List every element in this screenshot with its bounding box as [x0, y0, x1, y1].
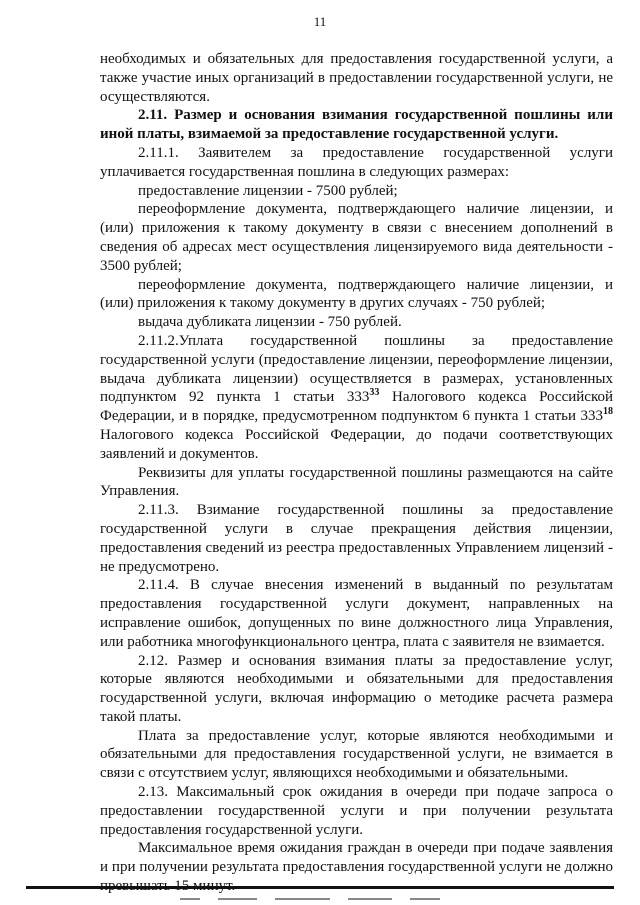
scan-mark [410, 898, 440, 900]
fee-item-reissue-other: переоформление документа, подтверждающего наличие лицензии, и (или) приложения к такому документу в других случаях - 750 рублей; [100, 276, 613, 312]
footer-rule [26, 886, 614, 889]
scan-mark [180, 898, 200, 900]
document-body [100, 50, 613, 896]
paragraph-2-11-2-text-c: Налогового кодекса Российской Федерации, до подачи соответствующих заявлений и документов. [100, 426, 613, 462]
paragraph-2-12: 2.12. Размер и основания взимания платы за предоставление услуг, которые являются необходимыми и обязательными для предоставления государственной услуги, включая информацию о методике расчета размера такой платы. [100, 652, 613, 725]
paragraph-2-11-2-text-a: 2.11.2.Уплата государственной пошлины за предоставление государственной услуги (предоставление лицензии, переоформление лицензии, выдача дубликата лицензии) осуществляется в размерах, установленных подпунктом 92 пункта 1 статьи 333 [100, 332, 613, 406]
fee-item-license-issue: предоставление лицензии - 7500 рублей; [138, 182, 398, 199]
paragraph-requisites: Реквизиты для уплаты государственной пошлины размещаются на сайте Управления. [100, 464, 613, 500]
scan-mark [348, 898, 393, 900]
scan-mark [275, 898, 329, 900]
paragraph-continuation: необходимых и обязательных для предоставления государственной услуги, а также участие иных организаций в предоставлении государственной услуги, не осуществляются. [100, 51, 613, 105]
paragraph-max-wait: Максимальное время ожидания граждан в очереди при подаче заявления и при получении результата предоставления государственной услуги не должно [100, 840, 613, 876]
fee-item-reissue-addresses: переоформление документа, подтверждающего наличие лицензии, и (или) приложения к такому документу в связи с внесением дополнений в сведения об адресах мест осуществления лицензируемого вида деятельности - 3500 рублей; [100, 201, 613, 274]
paragraph-2-11-3: 2.11.3. Взимание государственной пошлины за предоставление государственной услуги в случае прекращения действия лицензии, предоставления сведений из реестра предоставленных Управлением лицензий - не предусмотрено. [100, 502, 613, 575]
superscript-33: 33 [369, 387, 380, 399]
paragraph-fee-not-charged: Плата за предоставление услуг, которые являются необходимыми и обязательными для предоставления государственной услуги, не взимается в связи с отсутствием услуг, являющихся необходимыми и обязательными. [100, 727, 613, 782]
scan-mark [218, 898, 258, 900]
section-heading-2-11: 2.11. Размер и основания взимания государственной пошлины или иной платы, взимаемой за предоставление государственной услуги. [100, 107, 613, 143]
paragraph-2-13: 2.13. Максимальный срок ожидания в очереди при подаче запроса о предоставлении государственной услуги и при получении результата предоставления государственной услуги. [100, 784, 613, 838]
paragraph-2-11-2 [100, 332, 613, 464]
fee-item-duplicate: выдача дубликата лицензии - 750 рублей. [138, 314, 402, 331]
paragraph-2-11-1: 2.11.1. Заявителем за предоставление государственной услуги уплачивается государственная пошлина в следующих размерах: [100, 144, 613, 180]
scan-artifact-strip [180, 898, 440, 902]
paragraph-2-11-4: 2.11.4. В случае внесения изменений в выданный по результатам предоставления государственной услуги документ, направленных на исправление ошибок, допущенных по вине должностного лица Управления, или работника многофункционального центра, плата с заявителя не взимается. [100, 577, 613, 650]
superscript-18: 18 [603, 406, 613, 418]
paragraph-2-11-2-text-b: Налогового кодекса Российской Федерации, и в порядке, предусмотренном подпунктом 6 пункта 1 статьи 333 [100, 389, 613, 425]
page-number: 11 [313, 14, 327, 29]
